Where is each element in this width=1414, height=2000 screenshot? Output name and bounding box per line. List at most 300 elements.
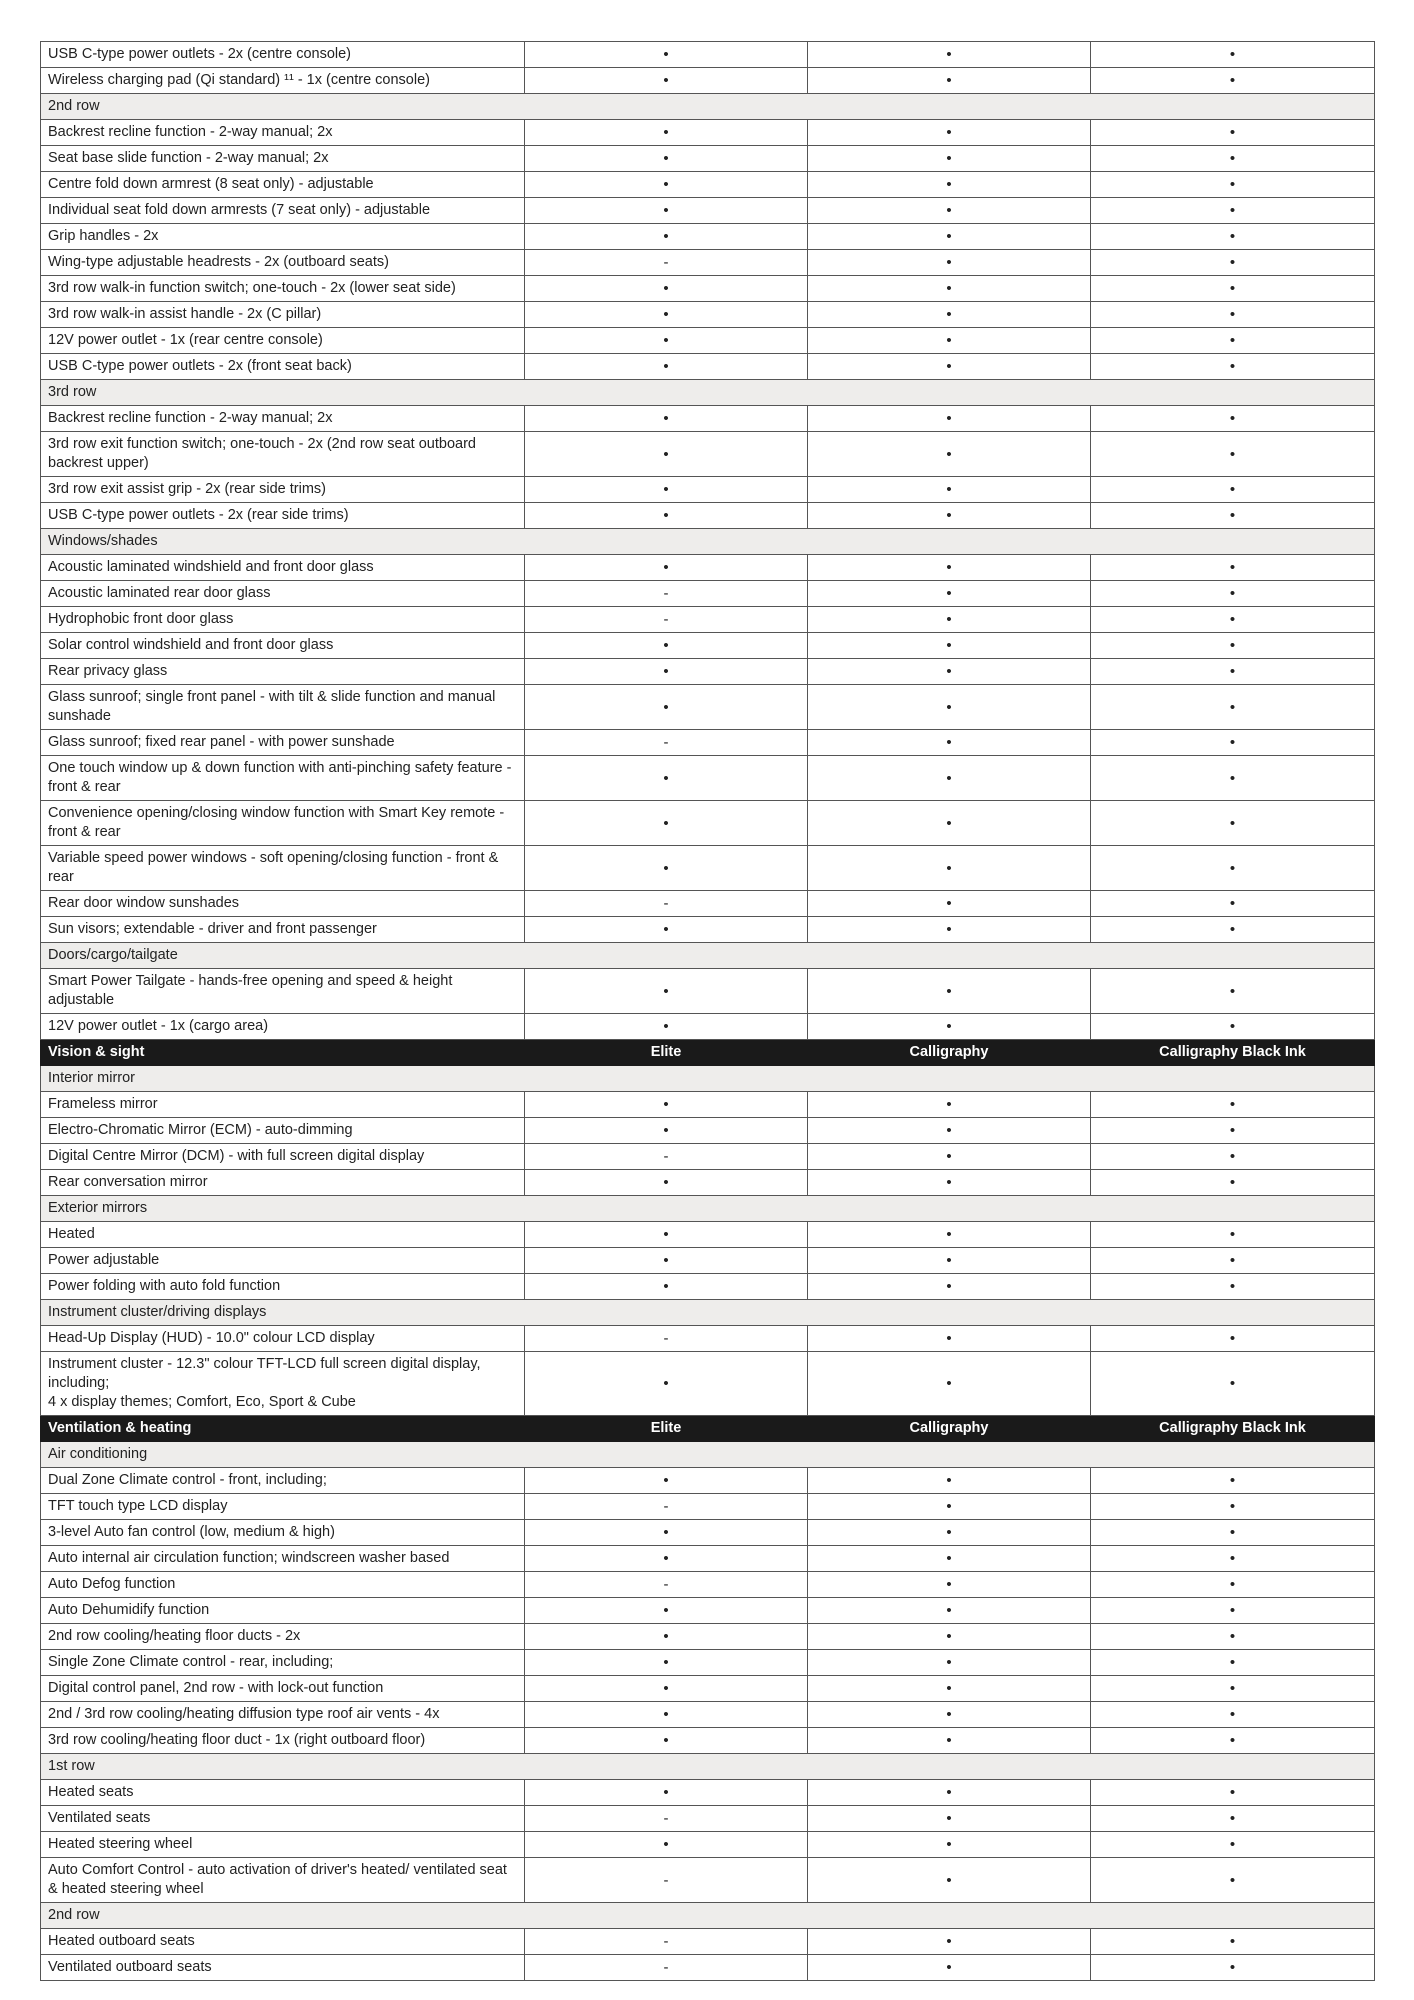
- table-row: [41, 198, 1375, 224]
- availability-calligraphy: •: [808, 1650, 1091, 1676]
- subsection-row: [41, 1442, 1375, 1468]
- feature-label: 3rd row exit function switch; one-touch - 2x (2nd row seat outboard backrest upper): [41, 432, 525, 477]
- availability-calligraphy-black-ink: •: [1091, 1520, 1375, 1546]
- table-row: [41, 607, 1375, 633]
- availability-calligraphy: •: [808, 1929, 1091, 1955]
- feature-label: Single Zone Climate control - rear, including;: [41, 1650, 525, 1676]
- feature-label: Frameless mirror: [41, 1092, 525, 1118]
- availability-elite: -: [525, 1955, 808, 1981]
- feature-label: TFT touch type LCD display: [41, 1494, 525, 1520]
- feature-label: Auto Defog function: [41, 1572, 525, 1598]
- availability-calligraphy: •: [808, 891, 1091, 917]
- availability-calligraphy: •: [808, 503, 1091, 529]
- feature-label: Auto internal air circulation function; windscreen washer based: [41, 1546, 525, 1572]
- availability-calligraphy-black-ink: •: [1091, 120, 1375, 146]
- availability-calligraphy: •: [808, 607, 1091, 633]
- availability-calligraphy: •: [808, 1118, 1091, 1144]
- availability-calligraphy: •: [808, 1326, 1091, 1352]
- table-row: [41, 146, 1375, 172]
- subsection-title: 2nd row: [41, 1903, 1375, 1929]
- availability-calligraphy: •: [808, 1494, 1091, 1520]
- subsection-row: [41, 529, 1375, 555]
- availability-calligraphy: •: [808, 1676, 1091, 1702]
- column-header-calligraphy: Calligraphy: [808, 1040, 1091, 1066]
- table-row: [41, 1728, 1375, 1754]
- availability-calligraphy-black-ink: •: [1091, 633, 1375, 659]
- availability-elite: •: [525, 406, 808, 432]
- feature-label: Variable speed power windows - soft opening/closing function - front & rear: [41, 846, 525, 891]
- availability-calligraphy-black-ink: •: [1091, 607, 1375, 633]
- availability-elite: •: [525, 42, 808, 68]
- availability-calligraphy: •: [808, 1806, 1091, 1832]
- feature-label: 3rd row cooling/heating floor duct - 1x (right outboard floor): [41, 1728, 525, 1754]
- availability-calligraphy-black-ink: •: [1091, 172, 1375, 198]
- availability-calligraphy-black-ink: •: [1091, 1118, 1375, 1144]
- availability-calligraphy-black-ink: •: [1091, 1650, 1375, 1676]
- feature-label: Acoustic laminated windshield and front door glass: [41, 555, 525, 581]
- availability-calligraphy: •: [808, 172, 1091, 198]
- availability-calligraphy: •: [808, 685, 1091, 730]
- table-row: [41, 406, 1375, 432]
- availability-elite: •: [525, 685, 808, 730]
- availability-calligraphy: •: [808, 1780, 1091, 1806]
- availability-calligraphy: •: [808, 1955, 1091, 1981]
- availability-elite: -: [525, 581, 808, 607]
- availability-elite: •: [525, 172, 808, 198]
- table-row: [41, 276, 1375, 302]
- availability-elite: •: [525, 659, 808, 685]
- availability-calligraphy-black-ink: •: [1091, 250, 1375, 276]
- availability-calligraphy-black-ink: •: [1091, 1014, 1375, 1040]
- availability-elite: •: [525, 1092, 808, 1118]
- table-row: [41, 1955, 1375, 1981]
- feature-label: Sun visors; extendable - driver and front passenger: [41, 917, 525, 943]
- feature-label: Grip handles - 2x: [41, 224, 525, 250]
- feature-label: 3rd row walk-in assist handle - 2x (C pillar): [41, 302, 525, 328]
- availability-calligraphy-black-ink: •: [1091, 659, 1375, 685]
- availability-calligraphy: •: [808, 555, 1091, 581]
- availability-calligraphy-black-ink: •: [1091, 1780, 1375, 1806]
- feature-label: Digital Centre Mirror (DCM) - with full screen digital display: [41, 1144, 525, 1170]
- availability-calligraphy: •: [808, 224, 1091, 250]
- availability-calligraphy: •: [808, 276, 1091, 302]
- feature-label: Ventilated seats: [41, 1806, 525, 1832]
- availability-calligraphy-black-ink: •: [1091, 1546, 1375, 1572]
- availability-calligraphy-black-ink: •: [1091, 276, 1375, 302]
- availability-calligraphy-black-ink: •: [1091, 1352, 1375, 1416]
- availability-elite: •: [525, 846, 808, 891]
- availability-elite: -: [525, 1929, 808, 1955]
- availability-calligraphy-black-ink: •: [1091, 146, 1375, 172]
- table-row: [41, 172, 1375, 198]
- availability-elite: •: [525, 1624, 808, 1650]
- table-row: [41, 917, 1375, 943]
- table-row: [41, 1806, 1375, 1832]
- availability-elite: •: [525, 1676, 808, 1702]
- availability-elite: -: [525, 730, 808, 756]
- availability-calligraphy: •: [808, 328, 1091, 354]
- feature-label: 2nd row cooling/heating floor ducts - 2x: [41, 1624, 525, 1650]
- table-row: [41, 432, 1375, 477]
- availability-calligraphy-black-ink: •: [1091, 917, 1375, 943]
- availability-calligraphy-black-ink: •: [1091, 302, 1375, 328]
- availability-elite: •: [525, 1832, 808, 1858]
- specification-table: [40, 41, 1375, 1981]
- subsection-row: [41, 1066, 1375, 1092]
- table-row: [41, 1929, 1375, 1955]
- availability-calligraphy-black-ink: •: [1091, 1624, 1375, 1650]
- feature-label: Power adjustable: [41, 1248, 525, 1274]
- table-row: [41, 1144, 1375, 1170]
- availability-elite: -: [525, 1144, 808, 1170]
- subsection-title: 1st row: [41, 1754, 1375, 1780]
- feature-label: Rear privacy glass: [41, 659, 525, 685]
- table-row: [41, 1014, 1375, 1040]
- feature-label: Instrument cluster - 12.3" colour TFT-LCD full screen digital display, including; 4 x display themes; Comfort, Eco, Sport & Cube: [41, 1352, 525, 1416]
- availability-calligraphy-black-ink: •: [1091, 1598, 1375, 1624]
- availability-calligraphy: •: [808, 42, 1091, 68]
- table-row: [41, 1546, 1375, 1572]
- table-row: [41, 1572, 1375, 1598]
- column-header-calligraphy: Calligraphy: [808, 1416, 1091, 1442]
- feature-label: Heated steering wheel: [41, 1832, 525, 1858]
- availability-elite: •: [525, 1728, 808, 1754]
- table-row: [41, 224, 1375, 250]
- availability-calligraphy: •: [808, 1170, 1091, 1196]
- availability-calligraphy-black-ink: •: [1091, 581, 1375, 607]
- table-row: [41, 42, 1375, 68]
- availability-calligraphy-black-ink: •: [1091, 891, 1375, 917]
- column-header-calligraphy-black-ink: Calligraphy Black Ink: [1091, 1416, 1375, 1442]
- feature-label: 2nd / 3rd row cooling/heating diffusion type roof air vents - 4x: [41, 1702, 525, 1728]
- availability-elite: •: [525, 1118, 808, 1144]
- availability-calligraphy-black-ink: •: [1091, 685, 1375, 730]
- table-row: [41, 730, 1375, 756]
- table-row: [41, 1520, 1375, 1546]
- feature-label: Solar control windshield and front door glass: [41, 633, 525, 659]
- availability-calligraphy-black-ink: •: [1091, 1468, 1375, 1494]
- availability-elite: •: [525, 1598, 808, 1624]
- availability-elite: •: [525, 969, 808, 1014]
- table-row: [41, 555, 1375, 581]
- feature-label: 12V power outlet - 1x (rear centre console): [41, 328, 525, 354]
- table-row: [41, 1780, 1375, 1806]
- feature-label: Heated: [41, 1222, 525, 1248]
- subsection-row: [41, 1300, 1375, 1326]
- subsection-title: Interior mirror: [41, 1066, 1375, 1092]
- feature-label: Seat base slide function - 2-way manual; 2x: [41, 146, 525, 172]
- feature-label: Auto Comfort Control - auto activation of driver's heated/ ventilated seat & heated steering wheel: [41, 1858, 525, 1903]
- feature-label: Wing-type adjustable headrests - 2x (outboard seats): [41, 250, 525, 276]
- feature-label: Dual Zone Climate control - front, including;: [41, 1468, 525, 1494]
- feature-label: Acoustic laminated rear door glass: [41, 581, 525, 607]
- table-row: [41, 1858, 1375, 1903]
- availability-calligraphy-black-ink: •: [1091, 328, 1375, 354]
- feature-label: USB C-type power outlets - 2x (front seat back): [41, 354, 525, 380]
- table-row: [41, 1650, 1375, 1676]
- availability-calligraphy: •: [808, 1624, 1091, 1650]
- availability-elite: •: [525, 68, 808, 94]
- availability-calligraphy-black-ink: •: [1091, 42, 1375, 68]
- subsection-title: 2nd row: [41, 94, 1375, 120]
- table-row: [41, 302, 1375, 328]
- availability-elite: •: [525, 120, 808, 146]
- availability-calligraphy: •: [808, 1546, 1091, 1572]
- availability-elite: •: [525, 801, 808, 846]
- availability-calligraphy-black-ink: •: [1091, 68, 1375, 94]
- availability-calligraphy: •: [808, 1144, 1091, 1170]
- availability-calligraphy-black-ink: •: [1091, 1806, 1375, 1832]
- table-row: [41, 659, 1375, 685]
- table-row: [41, 1248, 1375, 1274]
- table-row: [41, 120, 1375, 146]
- table-row: [41, 1092, 1375, 1118]
- availability-calligraphy-black-ink: •: [1091, 801, 1375, 846]
- subsection-row: [41, 380, 1375, 406]
- availability-elite: •: [525, 477, 808, 503]
- table-row: [41, 801, 1375, 846]
- feature-label: Digital control panel, 2nd row - with lock-out function: [41, 1676, 525, 1702]
- availability-calligraphy-black-ink: •: [1091, 1676, 1375, 1702]
- availability-calligraphy-black-ink: •: [1091, 432, 1375, 477]
- section-header-row: [41, 1416, 1375, 1442]
- table-row: [41, 328, 1375, 354]
- subsection-title: Doors/cargo/tailgate: [41, 943, 1375, 969]
- availability-elite: •: [525, 1520, 808, 1546]
- availability-elite: •: [525, 1014, 808, 1040]
- table-row: [41, 1624, 1375, 1650]
- table-row: [41, 1326, 1375, 1352]
- column-header-elite: Elite: [525, 1416, 808, 1442]
- feature-label: Glass sunroof; fixed rear panel - with power sunshade: [41, 730, 525, 756]
- feature-label: USB C-type power outlets - 2x (rear side trims): [41, 503, 525, 529]
- table-row: [41, 503, 1375, 529]
- availability-elite: -: [525, 1572, 808, 1598]
- feature-label: Smart Power Tailgate - hands-free opening and speed & height adjustable: [41, 969, 525, 1014]
- availability-calligraphy: •: [808, 302, 1091, 328]
- availability-calligraphy: •: [808, 1352, 1091, 1416]
- feature-label: Backrest recline function - 2-way manual; 2x: [41, 120, 525, 146]
- availability-elite: •: [525, 756, 808, 801]
- availability-calligraphy-black-ink: •: [1091, 198, 1375, 224]
- feature-label: Rear door window sunshades: [41, 891, 525, 917]
- availability-calligraphy: •: [808, 406, 1091, 432]
- table-row: [41, 969, 1375, 1014]
- feature-label: 3rd row walk-in function switch; one-touch - 2x (lower seat side): [41, 276, 525, 302]
- table-row: [41, 1222, 1375, 1248]
- column-header-calligraphy-black-ink: Calligraphy Black Ink: [1091, 1040, 1375, 1066]
- section-title: Ventilation & heating: [41, 1416, 525, 1442]
- availability-calligraphy-black-ink: •: [1091, 1274, 1375, 1300]
- availability-calligraphy-black-ink: •: [1091, 1144, 1375, 1170]
- feature-label: Ventilated outboard seats: [41, 1955, 525, 1981]
- table-row: [41, 756, 1375, 801]
- availability-calligraphy-black-ink: •: [1091, 1728, 1375, 1754]
- availability-calligraphy: •: [808, 756, 1091, 801]
- availability-elite: -: [525, 607, 808, 633]
- feature-label: Electro-Chromatic Mirror (ECM) - auto-dimming: [41, 1118, 525, 1144]
- feature-label: Power folding with auto fold function: [41, 1274, 525, 1300]
- availability-elite: -: [525, 891, 808, 917]
- feature-label: Individual seat fold down armrests (7 seat only) - adjustable: [41, 198, 525, 224]
- availability-calligraphy-black-ink: •: [1091, 730, 1375, 756]
- availability-calligraphy-black-ink: •: [1091, 1572, 1375, 1598]
- availability-calligraphy: •: [808, 1832, 1091, 1858]
- availability-elite: •: [525, 354, 808, 380]
- table-row: [41, 1274, 1375, 1300]
- table-row: [41, 1598, 1375, 1624]
- availability-calligraphy: •: [808, 146, 1091, 172]
- availability-elite: •: [525, 1780, 808, 1806]
- feature-label: Heated seats: [41, 1780, 525, 1806]
- table-row: [41, 1468, 1375, 1494]
- availability-calligraphy: •: [808, 1222, 1091, 1248]
- availability-calligraphy-black-ink: •: [1091, 1955, 1375, 1981]
- subsection-row: [41, 1754, 1375, 1780]
- availability-calligraphy: •: [808, 1598, 1091, 1624]
- availability-calligraphy-black-ink: •: [1091, 1832, 1375, 1858]
- availability-elite: -: [525, 1326, 808, 1352]
- availability-elite: •: [525, 633, 808, 659]
- table-row: [41, 1118, 1375, 1144]
- availability-calligraphy: •: [808, 730, 1091, 756]
- column-header-elite: Elite: [525, 1040, 808, 1066]
- availability-calligraphy: •: [808, 68, 1091, 94]
- availability-elite: •: [525, 432, 808, 477]
- availability-elite: •: [525, 1222, 808, 1248]
- table-row: [41, 1494, 1375, 1520]
- table-row: [41, 633, 1375, 659]
- availability-elite: •: [525, 503, 808, 529]
- availability-calligraphy: •: [808, 969, 1091, 1014]
- availability-calligraphy: •: [808, 432, 1091, 477]
- table-row: [41, 1676, 1375, 1702]
- availability-calligraphy-black-ink: •: [1091, 969, 1375, 1014]
- availability-calligraphy-black-ink: •: [1091, 1326, 1375, 1352]
- availability-elite: •: [525, 224, 808, 250]
- table-row: [41, 581, 1375, 607]
- availability-calligraphy: •: [808, 1248, 1091, 1274]
- availability-calligraphy: •: [808, 1572, 1091, 1598]
- subsection-title: Instrument cluster/driving displays: [41, 1300, 1375, 1326]
- table-row: [41, 891, 1375, 917]
- feature-label: Auto Dehumidify function: [41, 1598, 525, 1624]
- feature-label: 12V power outlet - 1x (cargo area): [41, 1014, 525, 1040]
- availability-calligraphy: •: [808, 917, 1091, 943]
- subsection-title: Windows/shades: [41, 529, 1375, 555]
- availability-elite: •: [525, 1650, 808, 1676]
- availability-elite: •: [525, 1468, 808, 1494]
- availability-calligraphy-black-ink: •: [1091, 846, 1375, 891]
- availability-calligraphy: •: [808, 659, 1091, 685]
- availability-elite: •: [525, 198, 808, 224]
- section-header-row: [41, 1040, 1375, 1066]
- availability-calligraphy-black-ink: •: [1091, 1222, 1375, 1248]
- availability-calligraphy-black-ink: •: [1091, 1494, 1375, 1520]
- availability-calligraphy: •: [808, 846, 1091, 891]
- feature-label: Convenience opening/closing window function with Smart Key remote - front & rear: [41, 801, 525, 846]
- table-row: [41, 1702, 1375, 1728]
- availability-elite: •: [525, 1702, 808, 1728]
- availability-elite: •: [525, 1546, 808, 1572]
- availability-elite: •: [525, 1352, 808, 1416]
- availability-calligraphy-black-ink: •: [1091, 406, 1375, 432]
- availability-elite: •: [525, 302, 808, 328]
- availability-elite: •: [525, 917, 808, 943]
- table-row: [41, 685, 1375, 730]
- availability-elite: -: [525, 1858, 808, 1903]
- availability-calligraphy: •: [808, 1728, 1091, 1754]
- availability-calligraphy: •: [808, 1468, 1091, 1494]
- table-row: [41, 1832, 1375, 1858]
- subsection-row: [41, 1903, 1375, 1929]
- availability-elite: •: [525, 146, 808, 172]
- subsection-title: Air conditioning: [41, 1442, 1375, 1468]
- feature-label: Backrest recline function - 2-way manual; 2x: [41, 406, 525, 432]
- availability-calligraphy-black-ink: •: [1091, 756, 1375, 801]
- availability-calligraphy: •: [808, 581, 1091, 607]
- subsection-title: Exterior mirrors: [41, 1196, 1375, 1222]
- feature-label: 3-level Auto fan control (low, medium & high): [41, 1520, 525, 1546]
- availability-calligraphy-black-ink: •: [1091, 503, 1375, 529]
- availability-elite: -: [525, 1494, 808, 1520]
- table-row: [41, 846, 1375, 891]
- table-row: [41, 1170, 1375, 1196]
- availability-calligraphy-black-ink: •: [1091, 1170, 1375, 1196]
- availability-elite: -: [525, 250, 808, 276]
- availability-elite: •: [525, 1248, 808, 1274]
- feature-label: USB C-type power outlets - 2x (centre console): [41, 42, 525, 68]
- feature-label: Centre fold down armrest (8 seat only) - adjustable: [41, 172, 525, 198]
- availability-calligraphy: •: [808, 120, 1091, 146]
- feature-label: 3rd row exit assist grip - 2x (rear side trims): [41, 477, 525, 503]
- availability-calligraphy-black-ink: •: [1091, 1248, 1375, 1274]
- availability-calligraphy: •: [808, 250, 1091, 276]
- availability-calligraphy-black-ink: •: [1091, 555, 1375, 581]
- feature-label: Heated outboard seats: [41, 1929, 525, 1955]
- subsection-row: [41, 1196, 1375, 1222]
- availability-calligraphy-black-ink: •: [1091, 224, 1375, 250]
- availability-calligraphy: •: [808, 1092, 1091, 1118]
- availability-elite: •: [525, 1274, 808, 1300]
- availability-elite: •: [525, 276, 808, 302]
- subsection-row: [41, 943, 1375, 969]
- availability-calligraphy: •: [808, 1702, 1091, 1728]
- table-row: [41, 250, 1375, 276]
- feature-label: Hydrophobic front door glass: [41, 607, 525, 633]
- subsection-row: [41, 94, 1375, 120]
- availability-calligraphy: •: [808, 477, 1091, 503]
- availability-calligraphy: •: [808, 1520, 1091, 1546]
- availability-calligraphy-black-ink: •: [1091, 1929, 1375, 1955]
- section-title: Vision & sight: [41, 1040, 525, 1066]
- availability-calligraphy: •: [808, 354, 1091, 380]
- availability-elite: •: [525, 328, 808, 354]
- availability-elite: -: [525, 1806, 808, 1832]
- table-row: [41, 354, 1375, 380]
- feature-label: Glass sunroof; single front panel - with tilt & slide function and manual sunshade: [41, 685, 525, 730]
- feature-label: Head-Up Display (HUD) - 10.0" colour LCD display: [41, 1326, 525, 1352]
- availability-calligraphy: •: [808, 1274, 1091, 1300]
- availability-calligraphy-black-ink: •: [1091, 354, 1375, 380]
- table-row: [41, 1352, 1375, 1416]
- table-row: [41, 68, 1375, 94]
- availability-elite: •: [525, 555, 808, 581]
- availability-calligraphy-black-ink: •: [1091, 1092, 1375, 1118]
- availability-calligraphy: •: [808, 801, 1091, 846]
- availability-calligraphy-black-ink: •: [1091, 1702, 1375, 1728]
- availability-calligraphy: •: [808, 633, 1091, 659]
